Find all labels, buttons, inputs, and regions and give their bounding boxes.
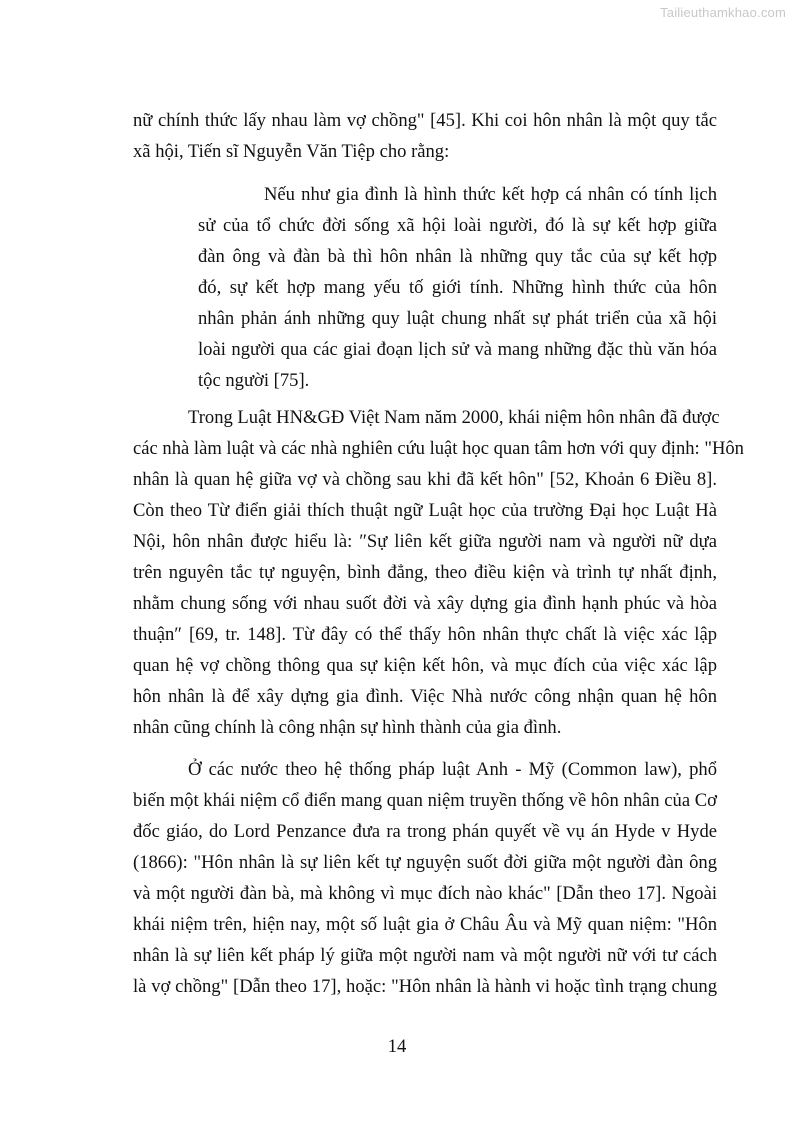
quote-line: nhân phản ánh những quy luật chung nhất sự phát triển của xã hội: [198, 308, 717, 329]
paragraph-common-law: [133, 754, 717, 1002]
quote-line: sử của tổ chức đời sống xã hội loài người, đó là sự kết hợp giữa: [198, 215, 717, 236]
text-line: nhân cũng chính là công nhận sự hình thành của gia đình.: [133, 717, 562, 738]
page-body: [133, 105, 744, 1002]
text-line: Nội, hôn nhân được hiểu là: ″Sự liên kết giữa người nam và người nữ dựa: [133, 531, 717, 552]
quote-line: đó, sự kết hợp mang yếu tố giới tính. Những hình thức của hôn: [198, 277, 717, 298]
intro-paragraph: [133, 105, 717, 167]
quote-line: loài người qua các giai đoạn lịch sử và mang những đặc thù văn hóa: [198, 339, 717, 360]
text-line: Còn theo Từ điển giải thích thuật ngữ Luật học của trường Đại học Luật Hà: [133, 500, 717, 521]
text-line: nhân là sự liên kết pháp lý giữa một người nam và một người nữ với tư cách: [133, 945, 717, 966]
paragraph-marriage-law-2000: [133, 402, 744, 743]
text-line: Trong Luật HN&GĐ Việt Nam năm 2000, khái niệm hôn nhân đã được: [188, 407, 720, 428]
quote-line: tộc người [75].: [198, 370, 310, 391]
text-line: Ở các nước theo hệ thống pháp luật Anh - Mỹ (Common law), phổ: [188, 759, 717, 780]
text-line: và một người đàn bà, mà không vì mục đích nào khác" [Dẫn theo 17]. Ngoài: [133, 883, 717, 904]
text-line: thuận″ [69, tr. 148]. Từ đây có thể thấy hôn nhân thực chất là việc xác lập: [133, 624, 717, 645]
text-line: xã hội, Tiến sĩ Nguyễn Văn Tiệp cho rằng:: [133, 141, 450, 162]
block-quote: [198, 179, 717, 396]
text-line: hôn nhân là để xây dựng gia đình. Việc Nhà nước công nhận quan hệ hôn: [133, 686, 717, 707]
text-line: quan hệ vợ chồng thông qua sự kiện kết hôn, và mục đích của việc xác lập: [133, 655, 717, 676]
text-line: khái niệm trên, hiện nay, một số luật gia ở Châu Âu và Mỹ quan niệm: "Hôn: [133, 914, 717, 935]
text-line: là vợ chồng" [Dẫn theo 17], hoặc: "Hôn nhân là hành vi hoặc tình trạng chung: [133, 976, 717, 997]
quote-line: đàn ông và đàn bà thì hôn nhân là những quy tắc của sự kết hợp: [198, 246, 717, 267]
page-number: 14: [387, 1036, 407, 1057]
text-line: đốc giáo, do Lord Penzance đưa ra trong phán quyết về vụ án Hyde v Hyde: [133, 821, 717, 842]
text-line: trên nguyên tắc tự nguyện, bình đẳng, theo điều kiện và trình tự nhất định,: [133, 562, 717, 583]
text-line: (1866): "Hôn nhân là sự liên kết tự nguyện suốt đời giữa một người đàn ông: [133, 852, 717, 873]
text-line: nhân là quan hệ giữa vợ và chồng sau khi đã kết hôn" [52, Khoản 6 Điều 8].: [133, 469, 717, 490]
text-line: nữ chính thức lấy nhau làm vợ chồng" [45]. Khi coi hôn nhân là một quy tắc: [133, 110, 717, 131]
text-line: nhằm chung sống với nhau suốt đời và xây dựng gia đình hạnh phúc và hòa: [133, 593, 717, 614]
quote-line: Nếu như gia đình là hình thức kết hợp cá nhân có tính lịch: [264, 184, 717, 205]
text-line: biến một khái niệm cổ điển mang quan niệm truyền thống về hôn nhân của Cơ: [133, 790, 717, 811]
watermark-text: Tailieuthamkhao.com: [660, 5, 786, 20]
text-line: các nhà làm luật và các nhà nghiên cứu luật học quan tâm hơn với quy định: "Hôn: [133, 438, 744, 459]
